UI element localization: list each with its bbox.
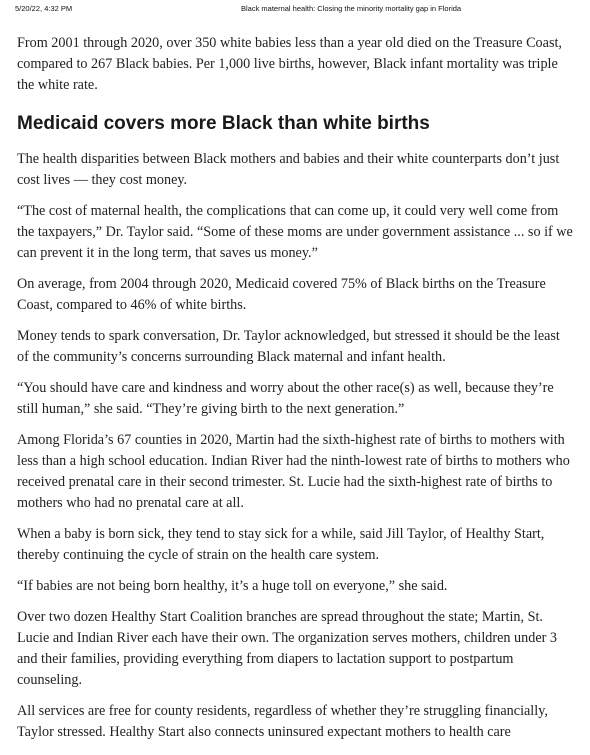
print-datetime: 5/20/22, 4:32 PM	[15, 4, 73, 13]
print-page-title: Black maternal health: Closing the minority mortality gap in Florida	[241, 4, 462, 13]
article-paragraph: Money tends to spark conversation, Dr. Taylor acknowledged, but stressed it should be the least of the community’s concerns surrounding Black maternal and infant health.	[17, 328, 560, 365]
article-paragraph: From 2001 through 2020, over 350 white babies less than a year old died on the Treasure Coast, compared to 267 Black babies. Per 1,000 live births, however, Black infant mortality was triple the white rate.	[17, 35, 562, 93]
article-body	[17, 33, 573, 753]
article-paragraph: The health disparities between Black mothers and babies and their white counterparts don’t just cost lives — they cost money.	[17, 151, 560, 188]
article-paragraph: “If babies are not being born healthy, it’s a huge toll on everyone,” she said.	[17, 578, 448, 594]
article-paragraph: When a baby is born sick, they tend to stay sick for a while, said Jill Taylor, of Healthy Start, thereby continuing the cycle of strain on the health care system.	[17, 526, 545, 563]
article-paragraph: Over two dozen Healthy Start Coalition branches are spread throughout the state; Martin, St. Lucie and Indian River each have their own. The organization serves mothers, children under 3 and their families, providing everything from diapers to lactation support to postpartum counseling.	[17, 609, 557, 688]
article-paragraph: Among Florida’s 67 counties in 2020, Martin had the sixth-highest rate of births to mothers with less than a high school education. Indian River had the ninth-lowest rate of births to mothers who received prenatal care in their second trimester. St. Lucie had the sixth-highest rate of births to mothers who had no prenatal care at all.	[17, 432, 570, 511]
section-heading: Medicaid covers more Black than white births	[17, 113, 430, 134]
article-paragraph: “The cost of maternal health, the complications that can come up, it could very well come from the taxpayers,” Dr. Taylor said. “Some of these moms are under government assistance ... so if we can prevent it in the long term, that saves us money.”	[17, 203, 573, 261]
article-paragraph: All services are free for county residents, regardless of whether they’re struggling financially, Taylor stressed. Healthy Start also connects uninsured expectant mothers to health care	[17, 703, 548, 740]
print-header	[15, 4, 575, 16]
article-paragraph: “You should have care and kindness and worry about the other race(s) as well, because they’re still human,” she said. “They’re giving birth to the next generation.”	[17, 380, 554, 417]
article-paragraph: On average, from 2004 through 2020, Medicaid covered 75% of Black births on the Treasure Coast, compared to 46% of white births.	[17, 276, 546, 313]
